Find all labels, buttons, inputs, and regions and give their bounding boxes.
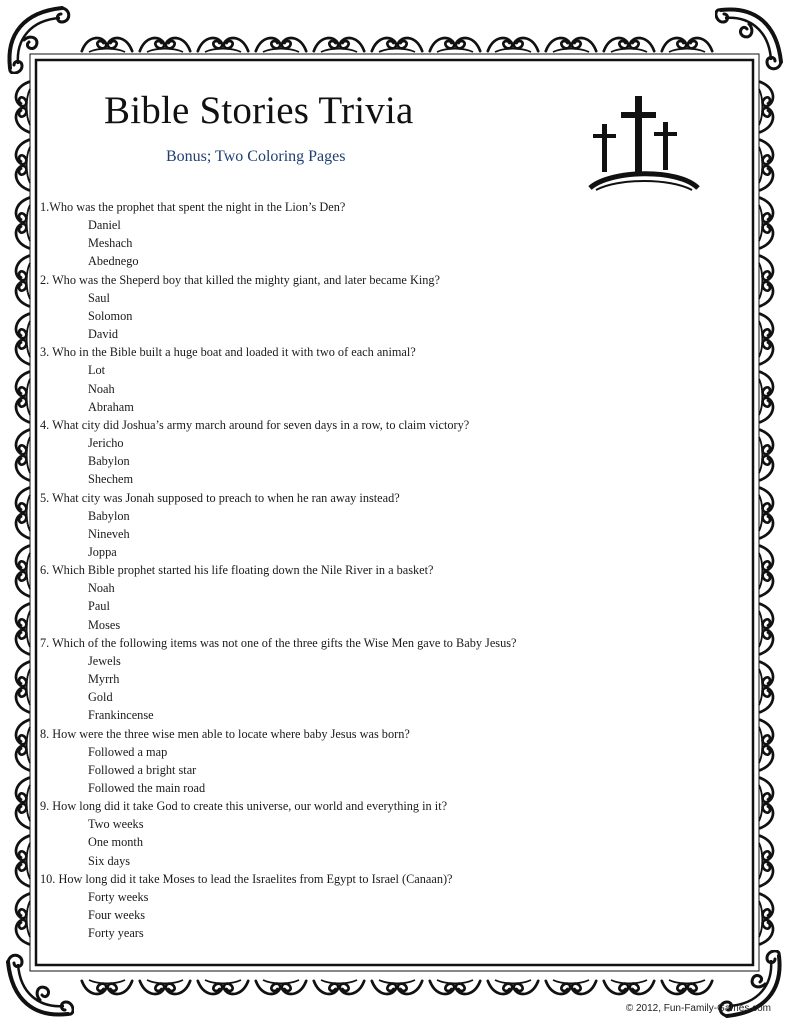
border-ornament [759, 198, 773, 248]
border-ornament [314, 980, 364, 994]
question-block [40, 416, 740, 489]
border-ornament [140, 38, 190, 52]
answer-option: Shechem [88, 472, 134, 487]
border-ornament [16, 488, 30, 538]
border-ornament [759, 314, 773, 364]
border-ornament [604, 38, 654, 52]
border-ornament [759, 894, 773, 944]
question-text: 8. How were the three wise men able to locate where baby Jesus was born? [40, 726, 410, 741]
border-ornament [16, 778, 30, 828]
border-ornament [488, 38, 538, 52]
answer-option: Joppa [88, 544, 117, 559]
border-ornament [759, 430, 773, 480]
three-crosses-on-hill-icon [588, 92, 700, 192]
answer-option: Followed the main road [88, 781, 206, 795]
question-block [40, 870, 740, 943]
border-ornament [16, 82, 30, 132]
answer-option: Daniel [88, 218, 121, 233]
answer-option: David [88, 327, 119, 342]
answer-option: Nineveh [88, 526, 130, 541]
answer-option: Jewels [88, 653, 121, 668]
question-block [40, 561, 740, 634]
answer-option: Babylon [88, 508, 130, 523]
border-ornament [372, 38, 422, 52]
border-ornament [546, 38, 596, 52]
border-ornament [759, 836, 773, 886]
border-ornament [488, 980, 538, 994]
border-ornament [256, 980, 306, 994]
answer-option: Paul [88, 599, 110, 614]
question-block [40, 343, 740, 416]
border-ornament [9, 8, 68, 73]
border-ornament [16, 836, 30, 886]
answer-option: Four weeks [88, 908, 146, 923]
border-ornament [16, 662, 30, 712]
border-ornament [546, 980, 596, 994]
border-ornament [372, 980, 422, 994]
border-ornament [759, 256, 773, 306]
answer-option: Jericho [88, 436, 124, 451]
border-ornament [759, 372, 773, 422]
question-text: 2. Who was the Sheperd boy that killed the mighty giant, and later became King? [40, 272, 440, 287]
question-text: 5. What city was Jonah supposed to preach to when he ran away instead? [40, 490, 400, 505]
border-ornament [198, 980, 248, 994]
border-ornament [16, 894, 30, 944]
answer-option: Gold [88, 690, 113, 705]
answer-option: Abednego [88, 254, 139, 269]
page-subtitle: Bonus; Two Coloring Pages [166, 148, 346, 165]
question-text: 10. How long did it take Moses to lead the Israelites from Egypt to Israel (Canaan)? [40, 871, 453, 886]
answer-option: Forty years [88, 926, 144, 941]
question-block [40, 634, 740, 725]
border-ornament [16, 314, 30, 364]
border-ornament [82, 38, 132, 52]
question-block [40, 725, 740, 798]
border-ornament [759, 140, 773, 190]
answer-option: Abraham [88, 399, 134, 414]
question-text: 9. How long did it take God to create this universe, our world and everything in it? [40, 799, 448, 814]
border-ornament [314, 38, 364, 52]
border-ornament [759, 778, 773, 828]
border-ornament [759, 82, 773, 132]
border-ornament [759, 604, 773, 654]
border-ornament [604, 980, 654, 994]
border-ornament [198, 38, 248, 52]
border-ornament [82, 980, 132, 994]
answer-option: Myrrh [88, 672, 120, 687]
answer-option: Noah [88, 581, 115, 596]
border-ornament [662, 38, 712, 52]
answer-option: Meshach [88, 236, 133, 251]
border-ornament [662, 980, 712, 994]
answer-option: Forty weeks [88, 889, 149, 904]
question-text: 4. What city did Joshua’s army march around for seven days in a row, to claim victory? [40, 417, 470, 432]
quiz-list [40, 198, 740, 942]
question-text: 1.Who was the prophet that spent the night in the Lion’s Den? [40, 200, 346, 214]
copyright-notice: © 2012, Fun-Family-Games.com [625, 1003, 771, 1014]
question-block [40, 271, 740, 344]
answer-option: Lot [88, 363, 106, 378]
answer-option: Followed a map [88, 744, 168, 759]
answer-option: Babylon [88, 454, 130, 469]
question-block [40, 489, 740, 562]
border-ornament [759, 662, 773, 712]
answer-option: Noah [88, 381, 115, 396]
border-ornament [759, 720, 773, 770]
border-ornament [16, 372, 30, 422]
border-ornament [759, 546, 773, 596]
answer-option: Saul [88, 290, 110, 305]
border-ornament [140, 980, 190, 994]
border-ornament [16, 140, 30, 190]
answer-option: Six days [88, 853, 131, 868]
answer-option: Solomon [88, 308, 133, 323]
border-ornament [16, 198, 30, 248]
border-ornament [16, 430, 30, 480]
border-ornament [430, 38, 480, 52]
question-text: 6. Which Bible prophet started his life floating down the Nile River in a basket? [40, 563, 434, 578]
question-block [40, 198, 740, 271]
question-text: 3. Who in the Bible built a huge boat and loaded it with two of each animal? [40, 345, 416, 360]
border-ornament [16, 256, 30, 306]
answer-option: Two weeks [88, 817, 144, 832]
page-title: Bible Stories Trivia [104, 89, 414, 132]
question-block [40, 797, 740, 870]
border-ornament [759, 488, 773, 538]
question-text: 7. Which of the following items was not one of the three gifts the Wise Men gave to Baby Jesus? [40, 635, 517, 650]
answer-option: Frankincense [88, 708, 154, 723]
answer-option: Followed a bright star [88, 762, 197, 777]
border-ornament [16, 546, 30, 596]
border-ornament [256, 38, 306, 52]
answer-option: One month [88, 835, 143, 850]
border-ornament [16, 604, 30, 654]
border-ornament [16, 720, 30, 770]
border-ornament [430, 980, 480, 994]
answer-option: Moses [88, 617, 121, 632]
